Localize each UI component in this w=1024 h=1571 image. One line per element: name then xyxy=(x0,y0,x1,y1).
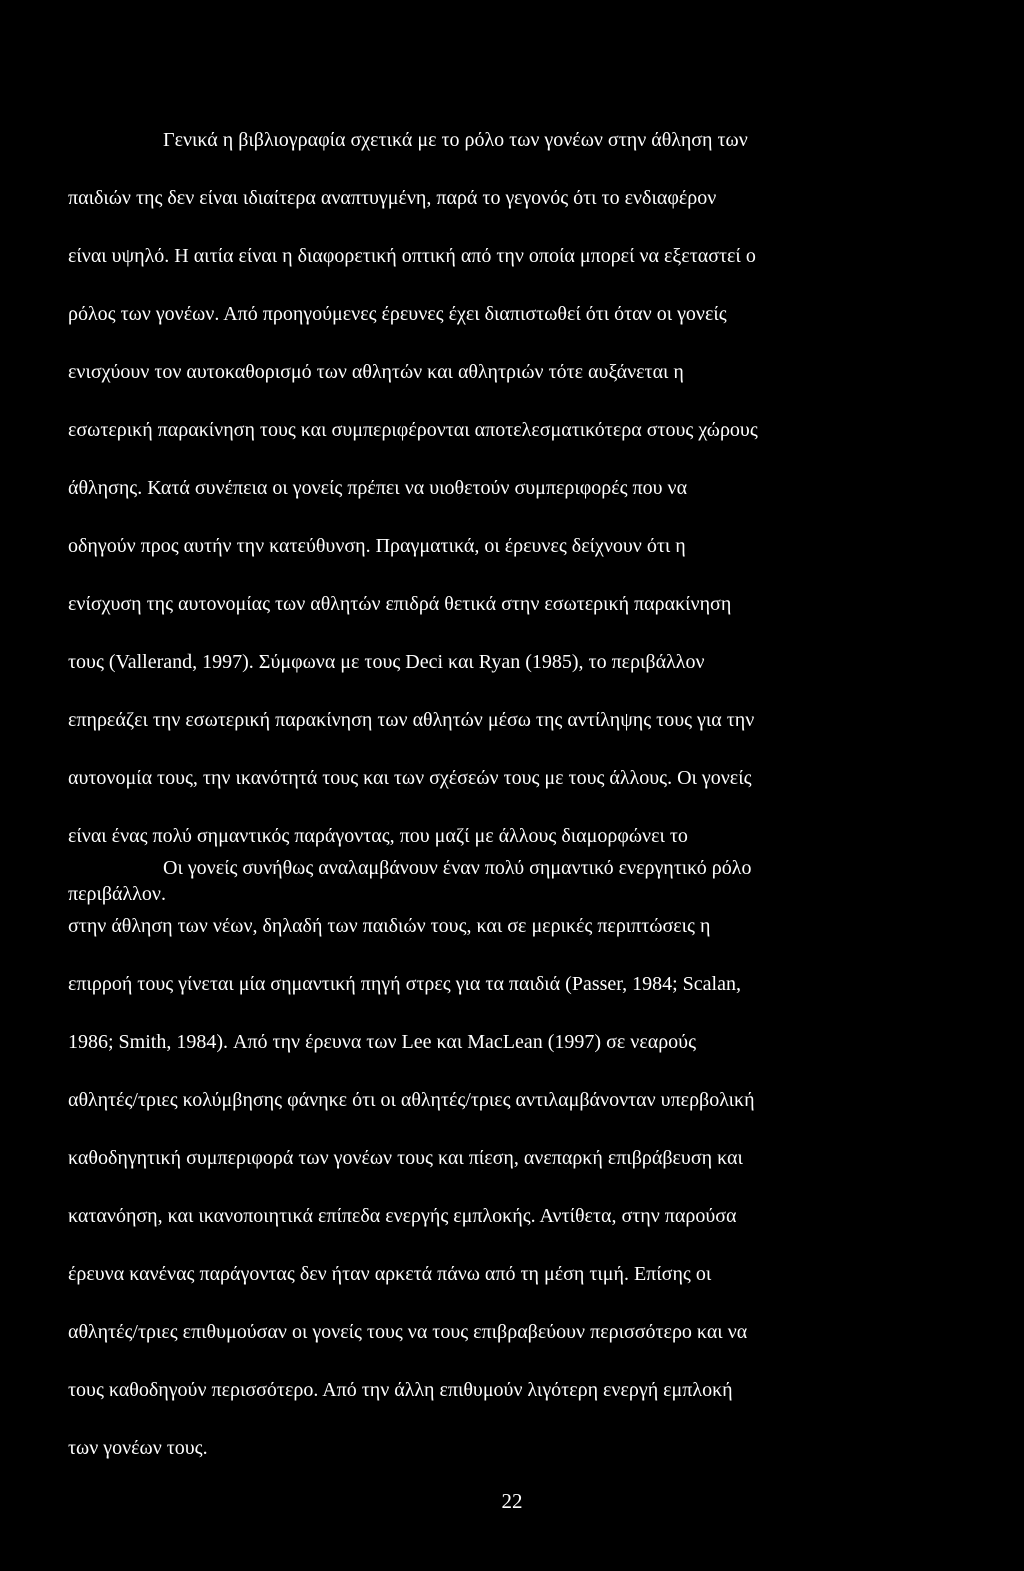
text-line: επιρροή τους γίνεται μία σημαντική πηγή στρες για τα παιδιά (Passer, 1984; Scalan, xyxy=(68,973,741,995)
paragraph-1 xyxy=(68,111,948,923)
text-line: είναι υψηλό. Η αιτία είναι η διαφορετική οπτική από την οποία μπορεί να εξεταστεί ο xyxy=(68,245,756,267)
text-line: ενίσχυση της αυτονομίας των αθλητών επιδρά θετικά στην εσωτερική παρακίνηση xyxy=(68,593,732,615)
text-line: τους καθοδηγούν περισσότερο. Από την άλλη επιθυμούν λιγότερη ενεργή εμπλοκή xyxy=(68,1379,733,1401)
text-line: τους (Vallerand, 1997). Σύμφωνα με τους Deci και Ryan (1985), το περιβάλλον xyxy=(68,651,705,673)
text-line: κατανόηση, και ικανοποιητικά επίπεδα ενεργής εμπλοκής. Αντίθετα, στην παρούσα xyxy=(68,1205,737,1227)
text-line: περιβάλλον. xyxy=(68,883,166,905)
text-line: οδηγούν προς αυτήν την κατεύθυνση. Πραγματικά, οι έρευνες δείχνουν ότι η xyxy=(68,535,686,557)
text-line: είναι ένας πολύ σημαντικός παράγοντας, που μαζί με άλλους διαμορφώνει το xyxy=(68,825,688,847)
text-line: Οι γονείς συνήθως αναλαμβάνουν έναν πολύ σημαντικό ενεργητικό ρόλο xyxy=(163,857,752,879)
text-line: των γονέων τους. xyxy=(68,1437,208,1459)
text-line: Γενικά η βιβλιογραφία σχετικά με το ρόλο των γονέων στην άθληση των xyxy=(163,129,748,151)
page-number: 22 xyxy=(501,1489,523,1513)
text-line: στην άθληση των νέων, δηλαδή των παιδιών τους, και σε μερικές περιπτώσεις η xyxy=(68,915,711,937)
text-line: ενισχύουν τον αυτοκαθορισμό των αθλητών και αθλητριών τότε αυξάνεται η xyxy=(68,361,684,383)
paragraph-2 xyxy=(68,839,948,1477)
text-line: καθοδηγητική συμπεριφορά των γονέων τους και πίεση, ανεπαρκή επιβράβευση και xyxy=(68,1147,743,1169)
text-line: αυτονομία τους, την ικανότητά τους και των σχέσεών τους με τους άλλους. Οι γονείς xyxy=(68,767,752,789)
text-line: 1986; Smith, 1984). Από την έρευνα των Lee και MacLean (1997) σε νεαρούς xyxy=(68,1031,696,1053)
text-line: εσωτερική παρακίνηση τους και συμπεριφέρονται αποτελεσματικότερα στους χώρους xyxy=(68,419,758,441)
text-line: επηρεάζει την εσωτερική παρακίνηση των αθλητών μέσω της αντίληψης τους για την xyxy=(68,709,755,731)
text-line: αθλητές/τριες επιθυμούσαν οι γονείς τους να τους επιβραβεύουν περισσότερο και να xyxy=(68,1321,748,1343)
text-line: άθλησης. Κατά συνέπεια οι γονείς πρέπει να υιοθετούν συμπεριφορές που να xyxy=(68,477,688,499)
text-line: ρόλος των γονέων. Από προηγούμενες έρευνες έχει διαπιστωθεί ότι όταν οι γονείς xyxy=(68,303,727,325)
text-line: παιδιών της δεν είναι ιδιαίτερα αναπτυγμένη, παρά το γεγονός ότι το ενδιαφέρον xyxy=(68,187,717,209)
text-line: έρευνα κανένας παράγοντας δεν ήταν αρκετά πάνω από τη μέση τιμή. Επίσης οι xyxy=(68,1263,712,1285)
text-line: αθλητές/τριες κολύμβησης φάνηκε ότι οι αθλητές/τριες αντιλαμβάνονταν υπερβολική xyxy=(68,1089,755,1111)
